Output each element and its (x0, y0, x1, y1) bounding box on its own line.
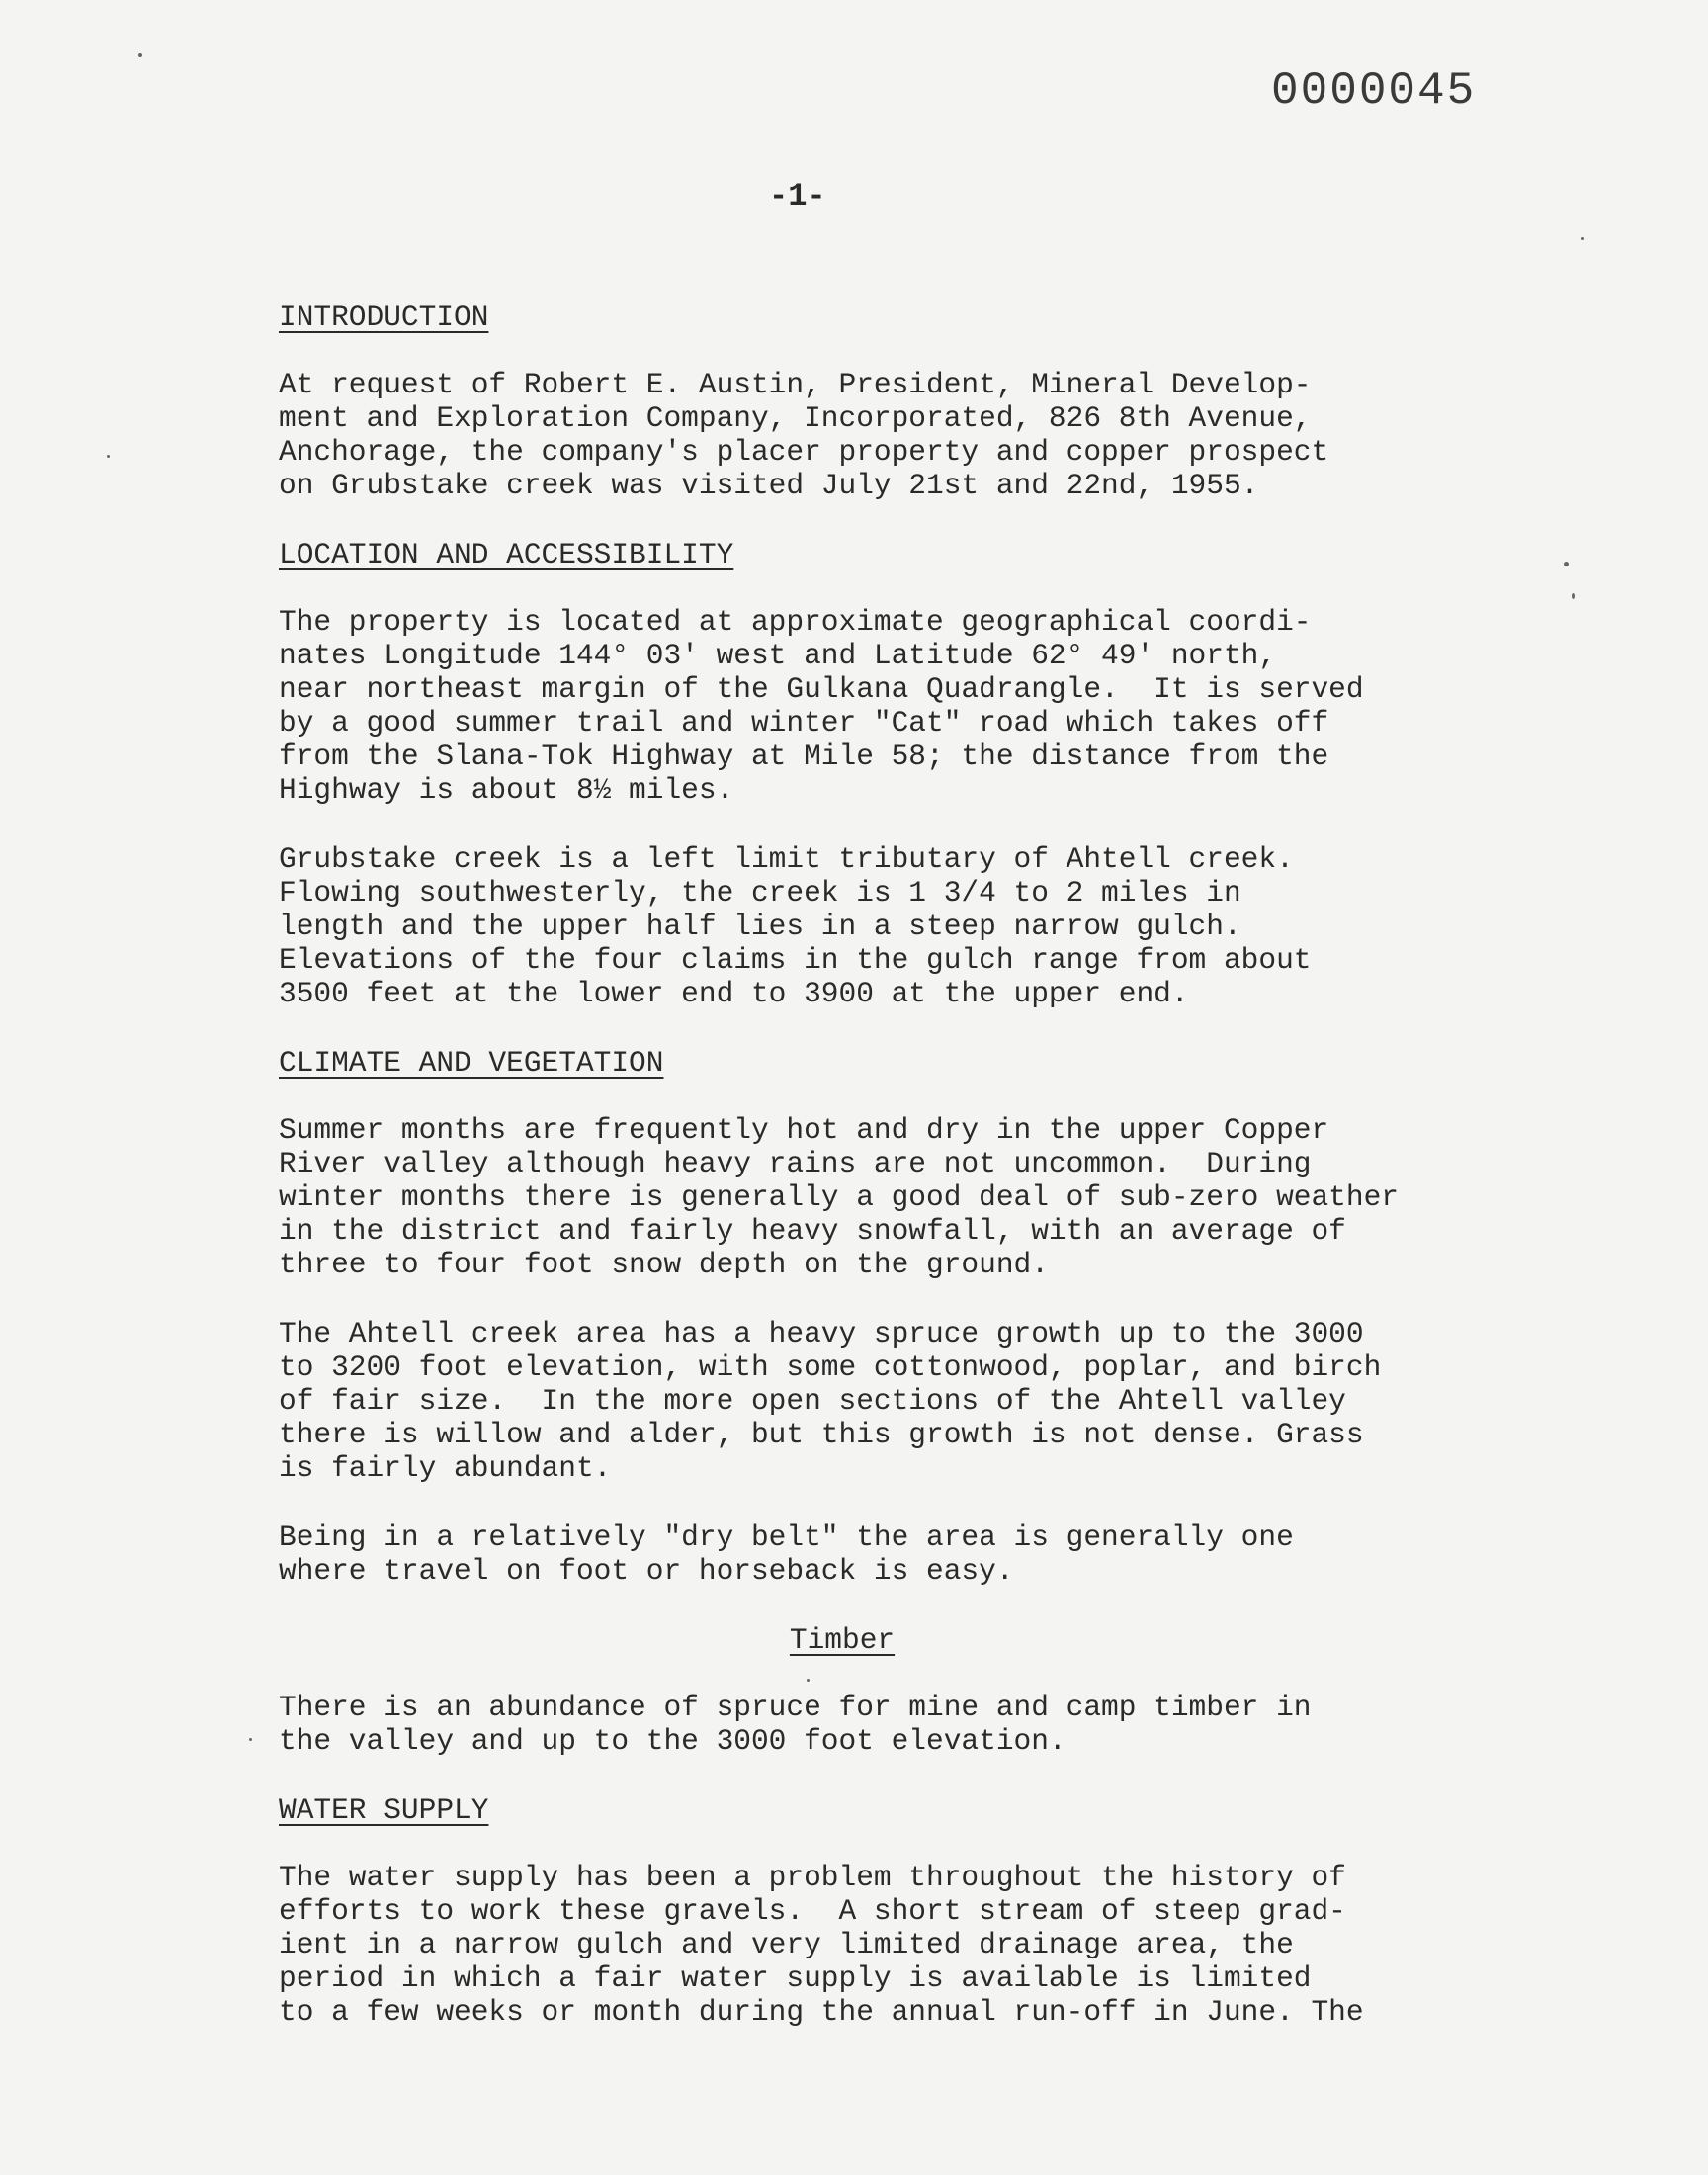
paragraph-location-2 (279, 842, 1583, 1010)
text-line: is fairly abundant. (279, 1451, 612, 1485)
text-line: The Ahtell creek area has a heavy spruce growth up to the 3000 (279, 1317, 1364, 1350)
scan-speck (138, 53, 142, 57)
text-line: by a good summer trail and winter "Cat" road which takes off (279, 706, 1329, 740)
text-line: Being in a relatively "dry belt" the area is generally one (279, 1521, 1294, 1554)
document-body (279, 301, 1583, 2029)
text-line: to 3200 foot elevation, with some cottonwood, poplar, and birch (279, 1350, 1382, 1384)
text-line: There is an abundance of spruce for mine and camp timber in (279, 1691, 1312, 1724)
heading-water-supply: WATER SUPPLY (279, 1793, 489, 1827)
paragraph-climate-1 (279, 1113, 1583, 1281)
heading-timber: Timber (789, 1623, 896, 1657)
text-line: where travel on foot or horseback is easy. (279, 1554, 1014, 1588)
paragraph-introduction-1 (279, 368, 1583, 502)
scan-speck (107, 455, 110, 458)
text-line: on Grubstake creek was visited July 21st and 22nd, 1955. (279, 469, 1259, 502)
page-number: -1- (769, 178, 826, 215)
text-line: Grubstake creek is a left limit tributary of Ahtell creek. (279, 842, 1294, 876)
scan-speck (249, 1738, 252, 1741)
paragraph-location-1 (279, 605, 1583, 807)
paragraph-water-1 (279, 1861, 1583, 2029)
text-line: ment and Exploration Company, Incorporated, 826 8th Avenue, (279, 401, 1312, 435)
heading-location: LOCATION AND ACCESSIBILITY (279, 538, 734, 571)
text-line: River valley although heavy rains are not uncommon. During (279, 1147, 1312, 1180)
text-line: to a few weeks or month during the annual run-off in June. The (279, 1995, 1364, 2029)
text-line: Flowing southwesterly, the creek is 1 3/4 to 2 miles in (279, 876, 1241, 910)
text-line: The water supply has been a problem throughout the history of (279, 1861, 1346, 1894)
text-line: At request of Robert E. Austin, President, Mineral Develop- (279, 368, 1312, 401)
text-line: ient in a narrow gulch and very limited drainage area, the (279, 1928, 1294, 1961)
document-number: 0000045 (1271, 65, 1477, 117)
paragraph-climate-2 (279, 1317, 1583, 1485)
text-line: in the district and fairly heavy snowfall, with an average of (279, 1214, 1346, 1248)
text-line: period in which a fair water supply is available is limited (279, 1961, 1312, 1995)
text-line: the valley and up to the 3000 foot elevation. (279, 1724, 1067, 1758)
text-line: three to four foot snow depth on the ground. (279, 1248, 1049, 1281)
text-line: length and the upper half lies in a steep narrow gulch. (279, 910, 1241, 943)
paragraph-climate-3 (279, 1521, 1583, 1588)
heading-climate: CLIMATE AND VEGETATION (279, 1046, 664, 1080)
text-line: 3500 feet at the lower end to 3900 at the upper end. (279, 977, 1189, 1010)
text-line: near northeast margin of the Gulkana Quadrangle. It is served (279, 672, 1364, 706)
text-line: from the Slana-Tok Highway at Mile 58; the distance from the (279, 740, 1329, 773)
scan-speck (1581, 237, 1584, 240)
text-line: The property is located at approximate geographical coordi- (279, 605, 1312, 639)
text-line: efforts to work these gravels. A short stream of steep grad- (279, 1894, 1346, 1928)
text-line: Highway is about 8½ miles. (279, 773, 734, 807)
text-line: of fair size. In the more open sections of the Ahtell valley (279, 1384, 1346, 1418)
text-line: winter months there is generally a good deal of sub-zero weather (279, 1180, 1399, 1214)
paragraph-timber-1 (279, 1691, 1583, 1758)
heading-introduction: INTRODUCTION (279, 301, 489, 334)
text-line: Summer months are frequently hot and dry in the upper Copper (279, 1113, 1329, 1147)
text-line: nates Longitude 144° 03' west and Latitude 62° 49' north, (279, 639, 1277, 672)
text-line: Elevations of the four claims in the gulch range from about (279, 943, 1312, 977)
text-line: there is willow and alder, but this growth is not dense. Grass (279, 1418, 1364, 1451)
text-line: Anchorage, the company's placer property and copper prospect (279, 435, 1329, 469)
